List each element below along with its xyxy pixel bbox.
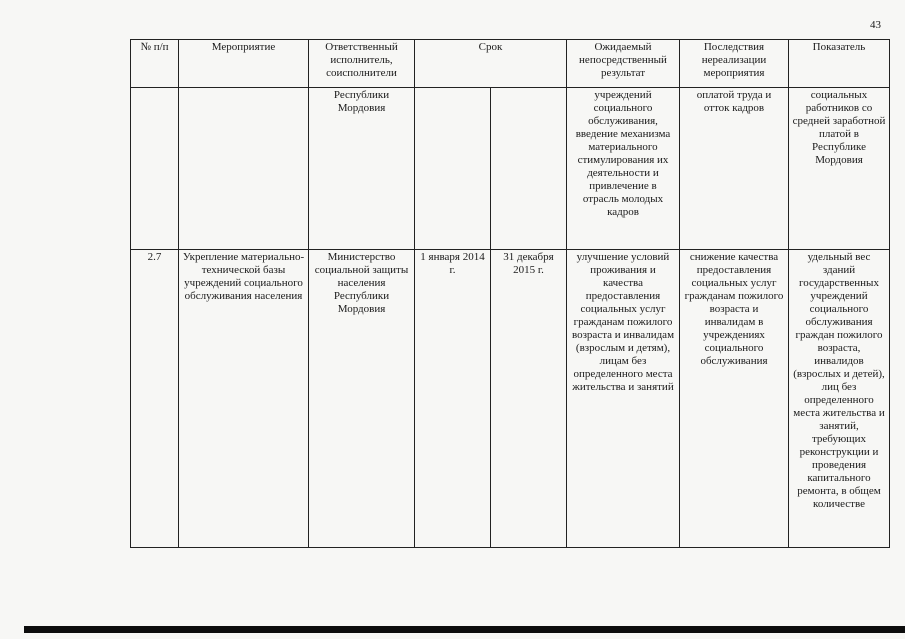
header-indicator: Показатель bbox=[789, 40, 890, 88]
table-row bbox=[131, 250, 890, 548]
header-term: Срок bbox=[415, 40, 567, 88]
cell-responsible: Министерство социальной защиты населения Республики Мордовия bbox=[309, 250, 415, 548]
cell-responsible: Республики Мордовия bbox=[309, 88, 415, 250]
cell-num: 2.7 bbox=[131, 250, 179, 548]
cell-consequences: снижение качества предоставления социальных услуг гражданам пожилого возраста и инвалидам в учреждениях социального обслуживания bbox=[680, 250, 789, 548]
measures-table bbox=[130, 39, 890, 548]
cell-start bbox=[415, 88, 491, 250]
header-event: Мероприятие bbox=[179, 40, 309, 88]
header-num: № п/п bbox=[131, 40, 179, 88]
cell-result: учреждений социального обслуживания, введение механизма материального стимулирования их деятельности и привлечение в отрасль молодых кадров bbox=[567, 88, 680, 250]
cell-event bbox=[179, 88, 309, 250]
scan-edge-bar bbox=[24, 626, 905, 633]
cell-end bbox=[491, 88, 567, 250]
cell-start: 1 января 2014 г. bbox=[415, 250, 491, 548]
cell-indicator: социальных работников со средней заработной платой в Республике Мордовия bbox=[789, 88, 890, 250]
table-header-row bbox=[131, 40, 890, 88]
cell-consequences: оплатой труда и отток кадров bbox=[680, 88, 789, 250]
cell-event: Укрепление материально-технической базы учреждений социального обслуживания населения bbox=[179, 250, 309, 548]
cell-indicator: удельный вес зданий государственных учреждений социального обслуживания граждан пожилого возраста, инвалидов (взрослых и детей), лиц без определенного места жительства и занятий, требующих реконструкции и проведения капитального ремонта, в общем количестве bbox=[789, 250, 890, 548]
table-row bbox=[131, 88, 890, 250]
header-consequences: Последствия нереализации мероприятия bbox=[680, 40, 789, 88]
cell-end: 31 декабря 2015 г. bbox=[491, 250, 567, 548]
header-result: Ожидаемый непосредственный результат bbox=[567, 40, 680, 88]
cell-result: улучшение условий проживания и качества предоставления социальных услуг гражданам пожилого возраста и инвалидам (взрослым и детям), лицам без определенного места жительства и занятий bbox=[567, 250, 680, 548]
cell-num bbox=[131, 88, 179, 250]
page-number: 43 bbox=[870, 19, 881, 31]
header-responsible: Ответственный исполнитель, соисполнители bbox=[309, 40, 415, 88]
